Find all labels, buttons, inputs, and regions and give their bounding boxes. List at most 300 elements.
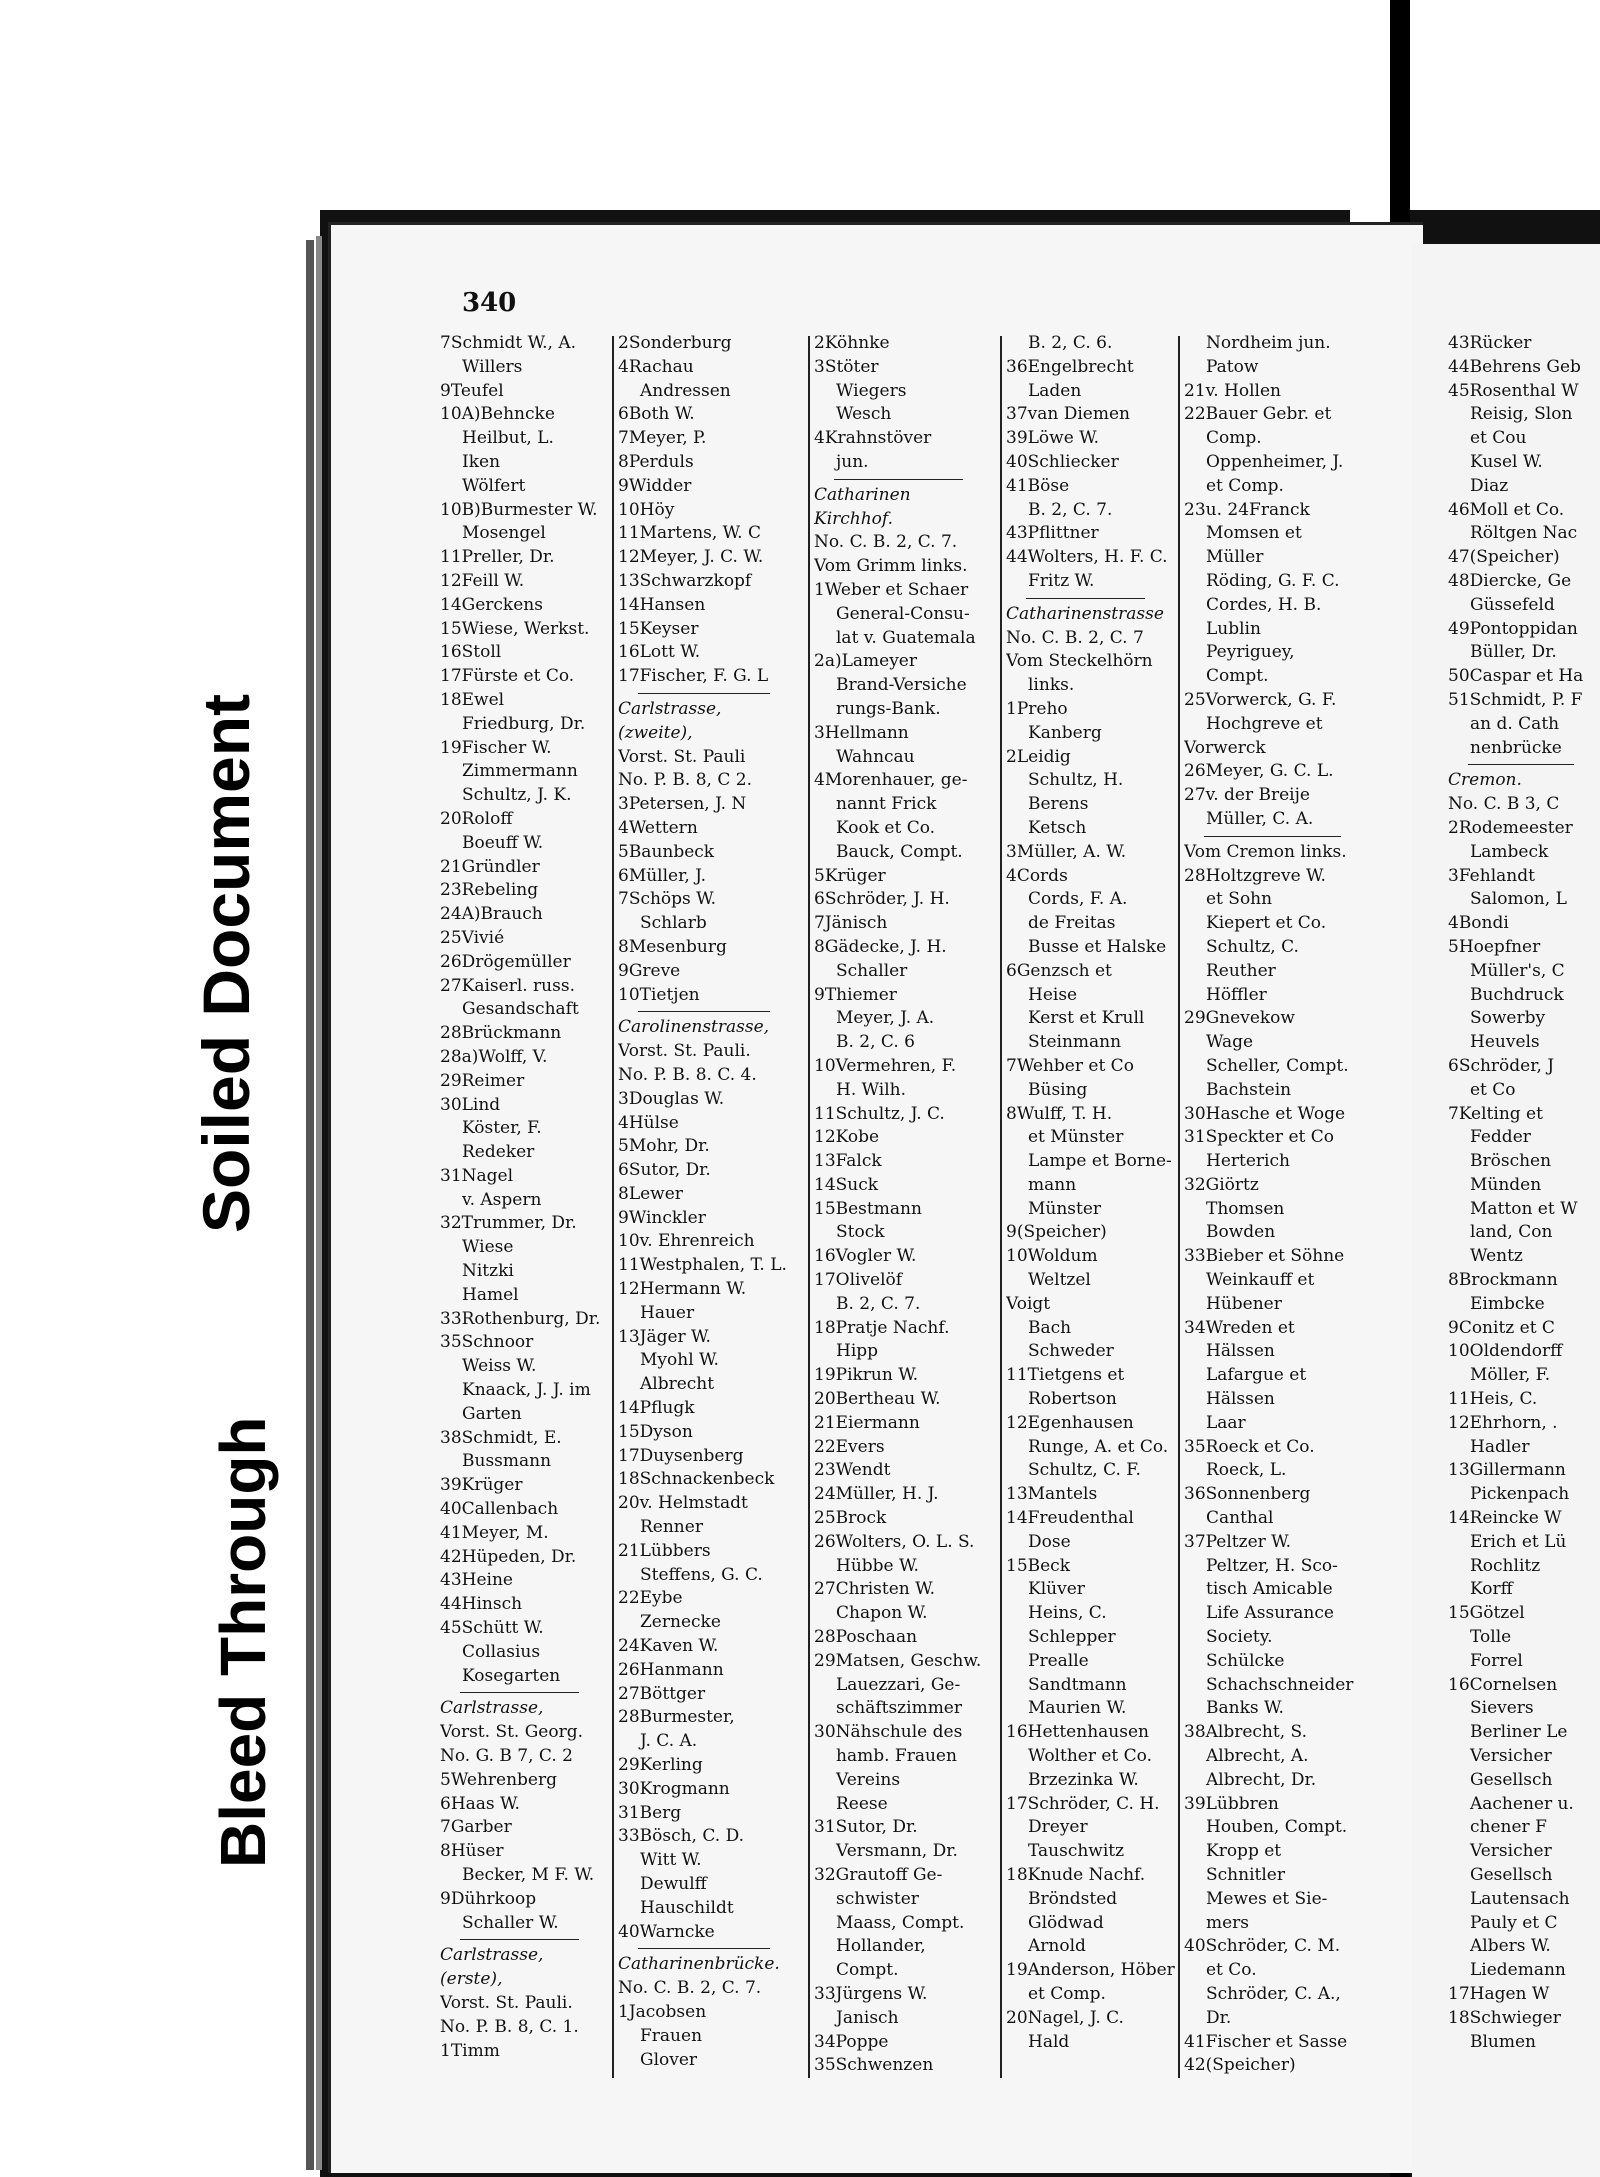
directory-entry: B. 2, C. 7. — [836, 1293, 921, 1314]
directory-entry: Oppenheimer, J. — [1206, 451, 1344, 472]
directory-entry: 2a)Lameyer — [814, 651, 917, 672]
directory-entry: Büller, Dr. — [1470, 642, 1557, 663]
directory-column — [1184, 332, 1380, 2078]
directory-entry: 6Sutor, Dr. — [618, 1160, 711, 1181]
directory-entry: Aachener u. — [1470, 1793, 1574, 1814]
directory-entry: 34Poppe — [814, 2031, 889, 2052]
directory-entry: Vorst. St. Georg. — [440, 1722, 584, 1743]
directory-entry: 28Burmester, — [618, 1707, 735, 1728]
directory-entry: Fedder — [1470, 1127, 1531, 1148]
directory-entry: Lampe et Borne- — [1028, 1151, 1172, 1172]
directory-entry: 11Heis, C. — [1448, 1389, 1538, 1410]
directory-entry: Vom Grimm links. — [814, 556, 968, 577]
directory-entry: lat v. Guatemala — [836, 627, 976, 648]
directory-entry: Maurien W. — [1028, 1698, 1127, 1719]
directory-entry: 3Fehlandt — [1448, 865, 1535, 886]
directory-entry: 35Schnoor — [440, 1332, 534, 1353]
directory-entry: 8Gädecke, J. H. — [814, 936, 947, 957]
directory-entry: de Freitas — [1028, 913, 1116, 934]
directory-entry: 25Vorwerck, G. F. — [1184, 689, 1337, 710]
directory-entry: 20Roloff — [440, 808, 513, 829]
directory-entry: Schultz, C. — [1206, 936, 1299, 957]
directory-entry: Frauen — [640, 2025, 703, 2046]
directory-entry: Versmann, Dr. — [836, 1841, 958, 1862]
directory-entry: 13Gillermann — [1448, 1460, 1566, 1481]
directory-entry: Cremon. — [1448, 770, 1522, 791]
directory-entry: 1Weber et Schaer — [814, 579, 969, 600]
directory-entry: 25Vivié — [440, 927, 505, 948]
directory-entry: Hälssen — [1206, 1389, 1275, 1410]
directory-entry: 11Martens, W. C — [618, 523, 761, 544]
directory-entry: 41Meyer, M. — [440, 1522, 549, 1543]
directory-entry: Bach — [1028, 1317, 1072, 1338]
directory-entry: 40Schliecker — [1006, 451, 1119, 472]
directory-entry: Busse et Halske — [1028, 936, 1167, 957]
directory-entry: 9Conitz et C — [1448, 1317, 1555, 1338]
directory-entry: 32Giörtz — [1184, 1174, 1259, 1195]
directory-entry: 8Brockmann — [1448, 1270, 1558, 1291]
directory-entry: Laden — [1028, 380, 1082, 401]
directory-entry: 6Both W. — [618, 404, 695, 425]
directory-entry: Dr. — [1206, 2007, 1232, 2028]
directory-column — [814, 332, 998, 2078]
directory-entry: 28Brückmann — [440, 1023, 562, 1044]
directory-entry: Momsen et — [1206, 523, 1302, 544]
directory-entry: 50Caspar et Ha — [1448, 666, 1584, 687]
directory-entry: 8Hüser — [440, 1841, 504, 1862]
directory-entry: 9Thiemer — [814, 984, 897, 1005]
directory-entry: Hauer — [640, 1302, 695, 1323]
directory-entry: 21Gründler — [440, 856, 540, 877]
directory-entry: Wesch — [836, 404, 892, 425]
directory-entry: Büsing — [1028, 1079, 1088, 1100]
directory-entry: Schultz, C. F. — [1028, 1460, 1141, 1481]
directory-entry: 27Christen W. — [814, 1579, 936, 1600]
directory-entry: 19Fischer W. — [440, 737, 552, 758]
soiled-document-label: Soiled Document — [189, 693, 263, 1233]
directory-entry: 5Baunbeck — [618, 841, 715, 862]
directory-entry: 10Höy — [618, 499, 675, 520]
directory-entry: Vorwerck — [1184, 737, 1266, 758]
directory-entry: 33Rothenburg, Dr. — [440, 1308, 601, 1329]
directory-entry: Reese — [836, 1793, 888, 1814]
directory-entry: Glödwad — [1028, 1912, 1104, 1933]
directory-entry: Bröschen — [1470, 1151, 1552, 1172]
directory-entry: Tauschwitz — [1028, 1841, 1125, 1862]
directory-entry: 45Schütt W. — [440, 1618, 544, 1639]
directory-entry: 26Hanmann — [618, 1659, 724, 1680]
directory-entry: Bachstein — [1206, 1079, 1292, 1100]
directory-entry: 19Anderson, Höber — [1006, 1960, 1175, 1981]
directory-entry: 35Roeck et Co. — [1184, 1436, 1315, 1457]
directory-entry: Nitzki — [462, 1261, 514, 1282]
directory-entry: Laar — [1206, 1412, 1246, 1433]
directory-entry: 9(Speicher) — [1006, 1222, 1107, 1243]
directory-entry: Patow — [1206, 356, 1259, 377]
directory-entry: 14Pflugk — [618, 1398, 695, 1419]
directory-entry: No. G. B 7, C. 2 — [440, 1746, 573, 1767]
section-divider — [460, 1939, 579, 1940]
directory-entry: Klüver — [1028, 1579, 1085, 1600]
directory-entry: 2Köhnke — [814, 333, 890, 353]
directory-entry: 18Schnackenbeck — [618, 1469, 775, 1490]
directory-entry: 30Lind — [440, 1094, 501, 1115]
directory-entry: Wentz — [1470, 1246, 1523, 1267]
directory-entry: Robertson — [1028, 1389, 1117, 1410]
directory-entry: Berens — [1028, 794, 1089, 815]
directory-entry: Schultz, H. — [1028, 770, 1124, 791]
directory-entry: 4Morenhauer, ge- — [814, 770, 968, 791]
directory-entry: Lauezzari, Ge- — [836, 1674, 961, 1695]
directory-entry: 27v. der Breije — [1184, 785, 1310, 806]
directory-entry: tisch Amicable — [1206, 1579, 1333, 1600]
directory-entry: 13Schwarzkopf — [618, 570, 752, 591]
directory-entry: 15Keyser — [618, 618, 699, 639]
directory-entry: Wiese — [462, 1237, 514, 1258]
directory-entry: Compt. — [836, 1960, 899, 1981]
directory-entry: 23u. 24Franck — [1184, 499, 1310, 520]
directory-entry: Meyer, J. A. — [836, 1008, 935, 1029]
directory-entry: 38Albrecht, S. — [1184, 1722, 1307, 1743]
directory-entry: 8Mesenburg — [618, 936, 727, 957]
directory-entry: hamb. Frauen — [836, 1746, 957, 1767]
directory-entry: Weinkauff et — [1206, 1270, 1315, 1291]
directory-entry: Lautensach — [1470, 1888, 1570, 1909]
directory-entry: Vereins — [836, 1769, 901, 1790]
directory-entry: 12Feill W. — [440, 570, 525, 591]
directory-entry: Chapon W. — [836, 1603, 928, 1624]
directory-entry: 10Tietjen — [618, 984, 700, 1005]
directory-entry: Schnitler — [1206, 1865, 1285, 1885]
directory-entry: Hübbe W. — [836, 1555, 919, 1576]
directory-entry: Carolinenstrasse, — [618, 1017, 770, 1038]
directory-entry: 4Wettern — [618, 817, 698, 838]
directory-entry: 8Perduls — [618, 451, 694, 472]
directory-entry: 6Haas W. — [440, 1793, 520, 1814]
section-divider — [638, 693, 770, 694]
directory-entry: Schlepper — [1028, 1627, 1116, 1648]
directory-entry: Compt. — [1206, 666, 1269, 687]
directory-entry: Wage — [1206, 1032, 1254, 1053]
directory-entry: Lambeck — [1470, 841, 1549, 862]
section-divider — [1026, 598, 1145, 599]
directory-entry: 32Trummer, Dr. — [440, 1213, 577, 1234]
directory-entry: et Comp. — [1206, 475, 1284, 496]
directory-entry: No. C. B. 2, C. 7. — [618, 1978, 762, 1999]
directory-entry: 36Engelbrecht — [1006, 356, 1134, 377]
directory-entry: Becker, M F. W. — [462, 1865, 595, 1885]
directory-entry: 43Pflittner — [1006, 523, 1099, 544]
directory-entry: Albrecht, A. — [1206, 1746, 1309, 1767]
directory-entry: 6Schröder, J — [1448, 1055, 1555, 1076]
directory-entry: 15Bestmann — [814, 1198, 922, 1219]
directory-entry: Heise — [1028, 984, 1078, 1005]
directory-entry: land, Con — [1470, 1222, 1553, 1243]
directory-entry: Gesellsch — [1470, 1769, 1553, 1790]
directory-entry: Witt W. — [640, 1850, 702, 1871]
directory-entry: Versicher — [1470, 1841, 1552, 1862]
directory-entry: 46Moll et Co. — [1448, 499, 1565, 520]
column-rule — [612, 336, 614, 2078]
directory-entry: 42(Speicher) — [1184, 2055, 1296, 2076]
directory-entry: 27Kaiserl. russ. — [440, 975, 575, 996]
directory-entry: Müller — [1206, 547, 1264, 568]
directory-entry: Sowerby — [1470, 1008, 1546, 1029]
directory-entry: 15Götzel — [1448, 1603, 1525, 1624]
directory-entry: H. Wilh. — [836, 1079, 907, 1100]
directory-entry: No. P. B. 8, C. 1. — [440, 2016, 579, 2037]
directory-entry: et Münster — [1028, 1127, 1124, 1148]
directory-entry: Bowden — [1206, 1222, 1276, 1243]
section-divider — [460, 1692, 579, 1693]
directory-entry: 10A)Behncke — [440, 404, 555, 425]
directory-entry: 34Wreden et — [1184, 1317, 1295, 1338]
directory-entry: 49Pontoppidan — [1448, 618, 1578, 639]
directory-entry: Höffler — [1206, 984, 1267, 1005]
directory-entry: 29Gnevekow — [1184, 1008, 1295, 1029]
directory-entry: 5Hoepfner — [1448, 936, 1541, 957]
directory-entry: 17Fischer, F. G. L — [618, 666, 769, 687]
directory-entry: 7Wehber et Co — [1006, 1055, 1134, 1076]
directory-entry: Sievers — [1470, 1698, 1534, 1719]
directory-entry: Albrecht, Dr. — [1206, 1769, 1317, 1790]
directory-entry: 16Vogler W. — [814, 1246, 917, 1267]
directory-entry: Wiegers — [836, 380, 907, 401]
directory-entry: Röltgen Nac — [1470, 523, 1578, 544]
directory-entry: 17Olivelöf — [814, 1270, 903, 1291]
directory-entry: 12Kobe — [814, 1127, 880, 1148]
directory-entry: Catharinenbrücke. — [618, 1954, 780, 1975]
directory-entry: Schultz, J. K. — [462, 785, 572, 806]
directory-entry: 9Winckler — [618, 1207, 706, 1228]
directory-entry: Hadler — [1470, 1436, 1530, 1457]
directory-entry: 41Fischer et Sasse — [1184, 2031, 1348, 2052]
directory-entry: et Comp. — [1028, 1983, 1106, 2004]
directory-entry: mers — [1206, 1912, 1250, 1933]
directory-entry: et Co — [1470, 1079, 1516, 1100]
directory-entry: 33Bösch, C. D. — [618, 1826, 744, 1847]
directory-entry: Herterich — [1206, 1151, 1290, 1172]
directory-entry: Garten — [462, 1403, 522, 1424]
directory-entry: 26Wolters, O. L. S. — [814, 1531, 975, 1552]
directory-entry: Wolther et Co. — [1028, 1746, 1153, 1767]
directory-entry: Albrecht — [640, 1374, 715, 1395]
directory-entry: Heilbut, L. — [462, 428, 554, 449]
section-divider — [834, 479, 963, 480]
directory-entry: 6Schröder, J. H. — [814, 889, 950, 910]
directory-entry: 44Wolters, H. F. C. — [1006, 547, 1168, 568]
directory-entry: Wölfert — [462, 475, 526, 496]
directory-entry: Wahncau — [836, 746, 915, 767]
directory-entry: Glover — [640, 2049, 698, 2070]
directory-entry: 11Westphalen, T. L. — [618, 1255, 787, 1276]
directory-entry: Nordheim jun. — [1206, 333, 1331, 353]
directory-entry: 43Heine — [440, 1570, 513, 1591]
directory-entry: 7Garber — [440, 1817, 512, 1838]
directory-entry: Vorst. St. Pauli — [618, 746, 746, 767]
directory-entry: 1Timm — [440, 2040, 500, 2061]
directory-entry: Müller's, C — [1470, 960, 1565, 981]
directory-entry: 14Hansen — [618, 594, 706, 615]
directory-entry: Schaller — [836, 960, 908, 981]
directory-entry: Kook et Co. — [836, 817, 936, 838]
bleed-through-label: Bleed Through — [207, 1416, 279, 1868]
directory-entry: Steffens, G. C. — [640, 1564, 763, 1585]
page-number: 340 — [462, 288, 517, 318]
directory-entry: 22Evers — [814, 1436, 885, 1457]
section-divider — [638, 1011, 770, 1012]
directory-entry: 31Berg — [618, 1802, 682, 1823]
directory-entry: Vorst. St. Pauli. — [618, 1041, 751, 1062]
directory-entry: 28Holtzgreve W. — [1184, 865, 1326, 886]
directory-entry: Stock — [836, 1222, 885, 1243]
directory-entry: 8Lewer — [618, 1183, 683, 1204]
directory-entry: 17Hagen W — [1448, 1983, 1550, 2004]
directory-entry: 3Stöter — [814, 356, 879, 377]
directory-entry: Lublin — [1206, 618, 1261, 639]
directory-entry: Peltzer, H. Sco- — [1206, 1555, 1338, 1576]
directory-entry: 47(Speicher) — [1448, 547, 1560, 568]
directory-entry: 30Nähschule des — [814, 1722, 963, 1743]
directory-entry: nannt Frick — [836, 794, 937, 815]
directory-entry: Reuther — [1206, 960, 1276, 981]
directory-entry: Hälssen — [1206, 1341, 1275, 1362]
directory-entry: 4Hülse — [618, 1112, 679, 1133]
directory-entry: B. 2, C. 7. — [1028, 499, 1113, 520]
directory-entry: Cordes, H. B. — [1206, 594, 1322, 615]
directory-entry: 4Rachau — [618, 356, 694, 377]
directory-entry: Fritz W. — [1028, 570, 1095, 591]
directory-entry: Maass, Compt. — [836, 1912, 965, 1933]
directory-entry: 18Schwieger — [1448, 2007, 1561, 2028]
directory-entry: Schülcke — [1206, 1650, 1285, 1671]
directory-entry: Korff — [1470, 1579, 1513, 1600]
directory-entry: J. C. A. — [640, 1731, 698, 1752]
directory-entry: Reisig, Slon — [1470, 404, 1573, 425]
directory-entry: 5Krüger — [814, 865, 886, 886]
directory-entry: Ketsch — [1028, 817, 1087, 838]
directory-entry: Salomon, L — [1470, 889, 1567, 910]
directory-entry: Hald — [1028, 2031, 1070, 2052]
directory-entry: Eimbcke — [1470, 1293, 1545, 1314]
directory-entry: Bauck, Compt. — [836, 841, 963, 862]
directory-entry: Thomsen — [1206, 1198, 1285, 1219]
directory-entry: 51Schmidt, P. F — [1448, 689, 1583, 710]
directory-entry: 16Lott W. — [618, 642, 701, 663]
directory-entry: rungs-Bank. — [836, 698, 941, 719]
directory-entry: 12Ehrhorn, . — [1448, 1412, 1558, 1433]
directory-entry: Brzezinka W. — [1028, 1769, 1139, 1790]
directory-entry: Canthal — [1206, 1508, 1274, 1529]
directory-entry: Hauschildt — [640, 1897, 734, 1918]
directory-entry: 44Hinsch — [440, 1594, 523, 1615]
directory-entry: No. C. B. 2, C. 7. — [814, 532, 958, 553]
directory-entry: 32Grautoff Ge- — [814, 1865, 943, 1885]
directory-entry: Myohl W. — [640, 1350, 719, 1371]
directory-entry: No. C. B. 2, C. 7 — [1006, 627, 1144, 648]
directory-entry: 19Pikrun W. — [814, 1365, 919, 1386]
directory-entry: 17Fürste et Co. — [440, 666, 575, 687]
directory-entry: 12Meyer, J. C. W. — [618, 547, 764, 568]
directory-entry: Weiss W. — [462, 1356, 537, 1377]
directory-entry: Life Assurance — [1206, 1603, 1334, 1624]
directory-entry: 16Stoll — [440, 642, 502, 663]
directory-entry: 10v. Ehrenreich — [618, 1231, 755, 1252]
directory-entry: Dewulff — [640, 1874, 707, 1894]
directory-entry: 40Callenbach — [440, 1499, 559, 1520]
directory-entry: 23Wendt — [814, 1460, 891, 1481]
directory-entry: jun. — [836, 451, 869, 472]
directory-entry: 24Kaven W. — [618, 1636, 719, 1657]
directory-entry: v. Aspern — [462, 1189, 542, 1210]
directory-entry: 2Rodemeester — [1448, 817, 1573, 838]
directory-entry: 39Löwe W. — [1006, 428, 1100, 449]
directory-entry: General-Consu- — [836, 603, 970, 624]
directory-entry: Liedemann — [1470, 1960, 1566, 1981]
directory-entry: Blumen — [1470, 2031, 1537, 2052]
directory-entry: 21Lübbers — [618, 1540, 711, 1561]
directory-column — [440, 332, 610, 2063]
directory-entry: 11Schultz, J. C. — [814, 1103, 945, 1124]
directory-entry: No. P. B. 8. C. 4. — [618, 1064, 757, 1085]
directory-entry: 33Jürgens W. — [814, 1983, 928, 2004]
directory-entry: 23Rebeling — [440, 880, 539, 901]
directory-entry: Köster, F. — [462, 1118, 542, 1139]
directory-entry: 11Tietgens et — [1006, 1365, 1125, 1386]
directory-entry: 14Freudenthal — [1006, 1508, 1134, 1529]
directory-entry: 14Gerckens — [440, 594, 543, 615]
directory-entry: 21Eiermann — [814, 1412, 920, 1433]
directory-entry: 8Wulff, T. H. — [1006, 1103, 1113, 1124]
directory-entry: 17Schröder, C. H. — [1006, 1793, 1160, 1814]
directory-entry: 41Böse — [1006, 475, 1070, 496]
directory-entry: 18Knude Nachf. — [1006, 1865, 1146, 1885]
directory-entry: Catharinenstrasse — [1006, 603, 1164, 624]
section-divider — [1468, 764, 1574, 765]
directory-entry: Kosegarten — [462, 1665, 561, 1686]
directory-entry: Andressen — [640, 380, 731, 401]
directory-entry: Gesellsch — [1470, 1865, 1553, 1885]
directory-entry: Kerst et Krull — [1028, 1008, 1145, 1029]
directory-entry: 9Teufel — [440, 380, 504, 401]
directory-entry: 20Bertheau W. — [814, 1389, 941, 1410]
page-edge — [316, 236, 322, 2170]
directory-entry: 44Behrens Geb — [1448, 356, 1581, 377]
directory-entry: 13Falck — [814, 1151, 882, 1172]
directory-entry: et Cou — [1470, 428, 1527, 449]
directory-entry: Berliner Le — [1470, 1722, 1568, 1743]
directory-entry: 6Müller, J. — [618, 865, 707, 886]
directory-entry: 39Krüger — [440, 1475, 523, 1496]
directory-entry: 16Hettenhausen — [1006, 1722, 1149, 1743]
directory-entry: 37van Diemen — [1006, 404, 1130, 425]
directory-entry: Hamel — [462, 1284, 519, 1305]
page-edge — [306, 240, 314, 2170]
directory-entry: Kusel W. — [1470, 451, 1543, 472]
directory-entry: 2Sonderburg — [618, 333, 732, 353]
directory-entry: Knaack, J. J. im — [462, 1380, 591, 1401]
directory-entry: Runge, A. et Co. — [1028, 1436, 1169, 1457]
directory-entry: mann — [1028, 1174, 1077, 1195]
directory-entry: Arnold — [1028, 1936, 1086, 1957]
directory-entry: 31Sutor, Dr. — [814, 1817, 918, 1838]
directory-entry: Banks W. — [1206, 1698, 1284, 1719]
directory-entry: Vom Cremon links. — [1184, 841, 1347, 862]
directory-entry: 15Wiese, Werkst. — [440, 618, 590, 639]
directory-entry: 25Brock — [814, 1508, 887, 1529]
directory-entry: 33Bieber et Söhne — [1184, 1246, 1345, 1267]
directory-entry: 7Schöps W. — [618, 889, 717, 910]
